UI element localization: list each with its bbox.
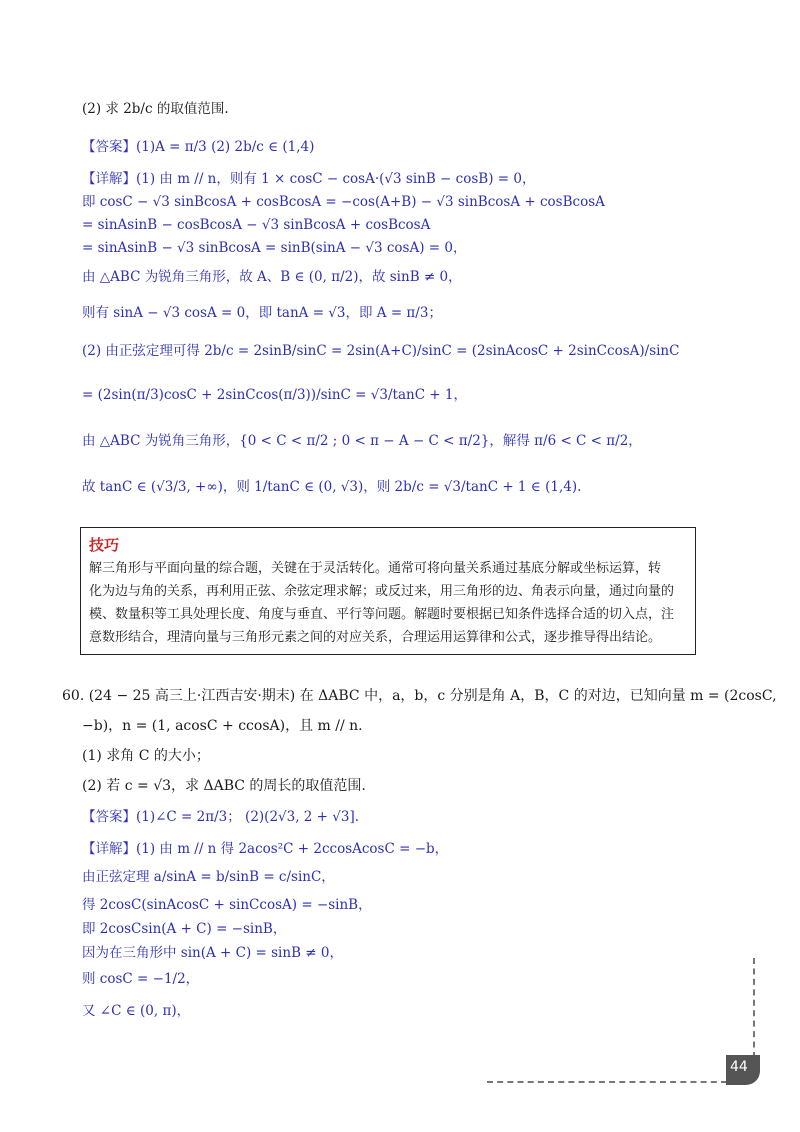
problem-60-stem-cont: −b)，n = (1, acosC + ccosA)，且 m // n. <box>82 718 363 734</box>
page-number: 44 <box>730 1059 748 1075</box>
tip-line: 解三角形与平面向量的综合题，关键在于灵活转化。通常可将向量关系通过基底分解或坐标运算，转 <box>89 561 662 576</box>
tip-line: 模、数量积等工具处理长度、角度与垂直、平行等问题。解题时要根据已知条件选择合适的切入点，注 <box>89 607 675 622</box>
solution-line: 由 △ABC 为锐角三角形，故 A、B ∈ (0, π/2)，故 sinB ≠ 0， <box>82 269 462 285</box>
solution-line: 则有 sinA − √3 cosA = 0，即 tanA = √3，即 A = π/3； <box>82 305 442 321</box>
solution-line: = sinAsinB − cosBcosA − √3 sinBcosA + cosBcosA <box>82 217 431 233</box>
tip-line: 意数形结合，理清向量与三角形元素之间的对应关系，合理运用运算律和公式，逐步推导得出结论。 <box>89 630 662 645</box>
tip-box <box>80 527 696 655</box>
solution-line: 由正弦定理 a/sinA = b/sinB = c/sinC， <box>82 869 335 885</box>
page-border-dashed-horizontal <box>487 1081 727 1083</box>
solution-line: 由 △ABC 为锐角三角形，{0 < C < π/2 ; 0 < π − A − C < π/2}，解得 π/6 < C < π/2， <box>82 433 642 449</box>
page-border-dashed-vertical <box>753 958 755 1058</box>
problem-60-q2: (2) 若 c = √3，求 ΔABC 的周长的取值范围. <box>82 778 366 794</box>
solution-line: 得 2cosC(sinAcosC + sinCcosA) = −sinB， <box>82 897 372 913</box>
solution-line: 则 cosC = −1/2， <box>82 971 200 987</box>
problem-60-q1: (1) 求角 C 的大小； <box>82 748 210 764</box>
problem-60-answer: 【答案】(1)∠C = 2π/3； (2)(2√3, 2 + √3]. <box>82 809 360 825</box>
solution-line: 【详解】(1) 由 m // n，则有 1 × cosC − cosA·(√3 sinB − cosB) = 0， <box>82 171 536 187</box>
tip-title: 技巧 <box>89 536 120 554</box>
tip-line: 化为边与角的关系，再利用正弦、余弦定理求解；或反过来，用三角形的边、角表示向量，通过向量的 <box>89 584 675 599</box>
answer-line: 【答案】(1)A = π/3 (2) 2b/c ∈ (1,4) <box>82 139 315 155</box>
solution-line: 故 tanC ∈ (√3/3, +∞)，则 1/tanC ∈ (0, √3)，则 2b/c = √3/tanC + 1 ∈ (1,4). <box>82 479 582 495</box>
solution-line: (2) 由正弦定理可得 2b/c = 2sinB/sinC = 2sin(A+C)/sinC = (2sinAcosC + 2sinCcosA)/sinC <box>82 343 680 359</box>
solution-line: = (2sin(π/3)cosC + 2sinCcos(π/3))/sinC = √3/tanC + 1， <box>82 387 468 403</box>
solution-line: 即 cosC − √3 sinBcosA + cosBcosA = −cos(A+B) − √3 sinBcosA + cosBcosA <box>82 194 605 210</box>
solution-line: 又 ∠C ∈ (0, π)， <box>82 1003 191 1019</box>
solution-line: 即 2cosCsin(A + C) = −sinB， <box>82 921 287 937</box>
problem-60-stem: 60. (24 − 25 高三上·江西吉安·期末) 在 ΔABC 中，a，b，c 分别是角 A，B，C 的对边，已知向量 m = (2cosC, <box>62 688 777 704</box>
solution-line: 因为在三角形中 sin(A + C) = sinB ≠ 0， <box>82 945 343 961</box>
question-2-text: (2) 求 2b/c 的取值范围. <box>82 101 229 117</box>
solution-line: 【详解】(1) 由 m // n 得 2acos²C + 2ccosAcosC = −b， <box>82 841 449 857</box>
solution-line: = sinAsinB − √3 sinBcosA = sinB(sinA − √3 cosA) = 0， <box>82 240 467 256</box>
